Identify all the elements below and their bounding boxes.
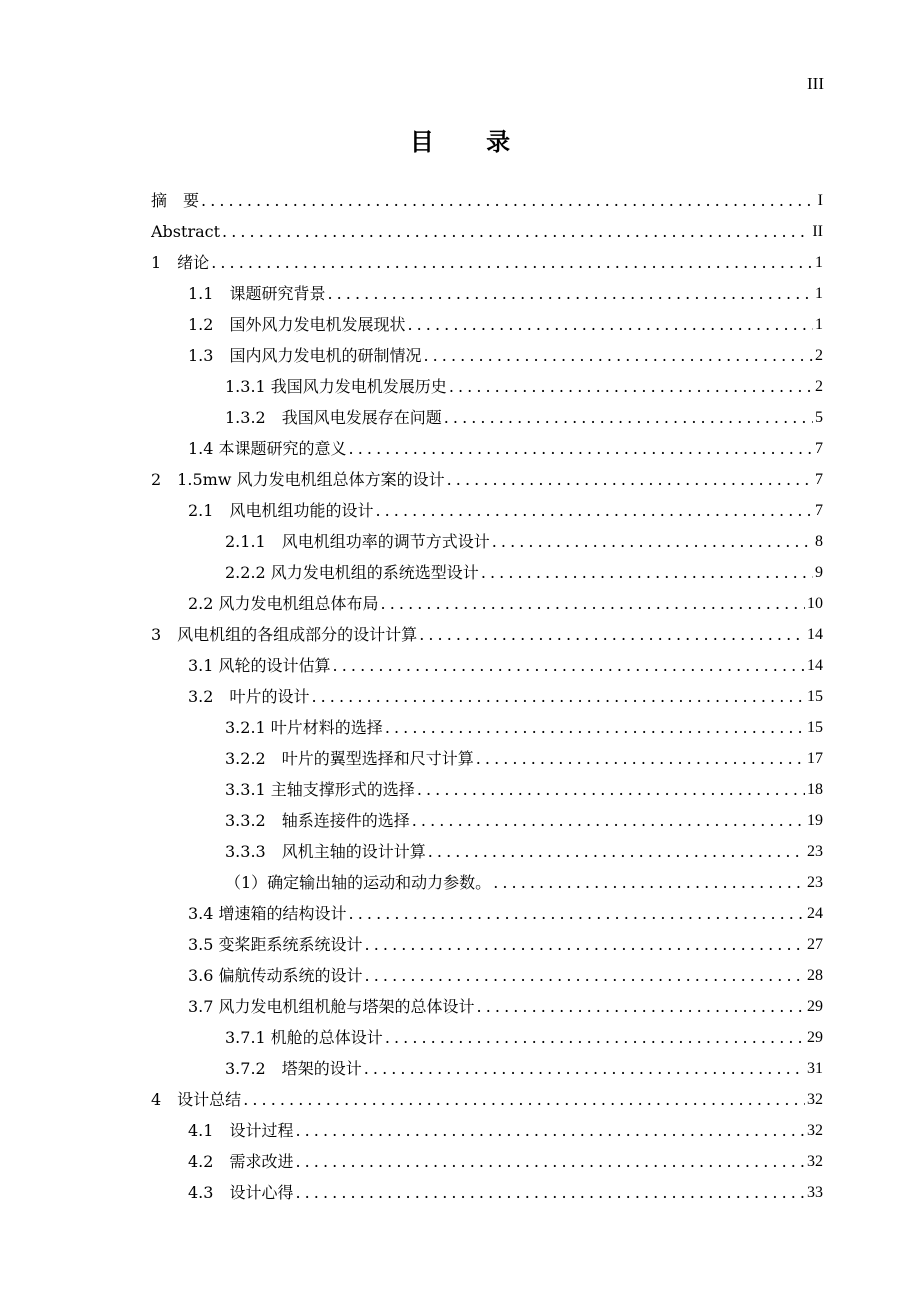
toc-entry[interactable] — [151, 955, 823, 986]
dot-leader — [447, 470, 813, 490]
toc-entry-label: 3.3.1 主轴支撑形式的选择 — [225, 780, 415, 799]
toc-entry-page: I — [817, 192, 823, 209]
toc-entry-label: 3.7 风力发电机组机舱与塔架的总体设计 — [188, 997, 475, 1016]
toc-entry[interactable] — [151, 397, 823, 428]
toc-entry[interactable] — [151, 583, 823, 614]
dot-leader — [365, 966, 805, 986]
dot-leader — [211, 253, 813, 273]
dot-leader — [243, 1090, 805, 1110]
toc-entry-label: 2.1.1 风电机组功率的调节方式设计 — [225, 532, 490, 551]
page-number: III — [807, 74, 824, 93]
dot-leader — [201, 191, 816, 211]
dot-leader — [412, 811, 805, 831]
toc-entry-page: 19 — [807, 812, 823, 829]
toc-entry-label: 3.6 偏航传动系统的设计 — [188, 966, 363, 985]
toc-entry-label: Abstract — [151, 222, 221, 241]
toc-entry-page: 1 — [815, 316, 823, 333]
toc-entry-label: 3.2.2 叶片的翼型选择和尺寸计算 — [225, 749, 474, 768]
dot-leader — [222, 222, 810, 242]
toc-entry[interactable] — [151, 707, 823, 738]
toc-entry[interactable] — [151, 1048, 823, 1079]
toc-entry-page: 2 — [815, 378, 823, 395]
dot-leader — [419, 625, 805, 645]
dot-leader — [327, 284, 813, 304]
toc-entry-page: 7 — [815, 440, 823, 457]
dot-leader — [493, 873, 805, 893]
toc-entry-page: 15 — [807, 688, 823, 705]
toc-entry[interactable] — [151, 862, 823, 893]
toc-entry-label: 2 1.5mw 风力发电机组总体方案的设计 — [151, 470, 445, 489]
toc-entry-page: 7 — [815, 471, 823, 488]
toc-entry-label: 1.4 本课题研究的意义 — [188, 439, 347, 458]
toc-entry-page: 23 — [807, 843, 823, 860]
toc-entry-page: 29 — [807, 1029, 823, 1046]
toc-entry-page: 28 — [807, 967, 823, 984]
toc-entry-page: II — [812, 223, 823, 240]
toc-entry-label: 3.4 增速箱的结构设计 — [188, 904, 347, 923]
toc-entry-label: 1.2 国外风力发电机发展现状 — [188, 315, 406, 334]
toc-entry-page: 1 — [815, 254, 823, 271]
toc-entry-page: 8 — [815, 533, 823, 550]
toc-entry-label: 3.5 变桨距系统系统设计 — [188, 935, 363, 954]
toc-entry-page: 2 — [815, 347, 823, 364]
toc-entry[interactable] — [151, 1172, 823, 1203]
toc-entry[interactable] — [151, 335, 823, 366]
toc-entry-label: 4.3 设计心得 — [188, 1183, 294, 1202]
toc-entry-page: 5 — [815, 409, 823, 426]
toc-entry-page: 23 — [807, 874, 823, 891]
dot-leader — [417, 780, 805, 800]
dot-leader — [381, 594, 805, 614]
toc-entry[interactable] — [151, 490, 823, 521]
dot-leader — [407, 315, 813, 335]
dot-leader — [295, 1121, 805, 1141]
toc-entry-page: 10 — [807, 595, 823, 612]
toc-entry-page: 32 — [807, 1091, 823, 1108]
toc-entry[interactable] — [151, 738, 823, 769]
page-title: 目 录 — [409, 127, 533, 156]
dot-leader — [449, 377, 813, 397]
toc-entry-page: 14 — [807, 626, 823, 643]
dot-leader — [295, 1183, 805, 1203]
toc-entry[interactable] — [151, 180, 823, 211]
toc-entry-label: 4.1 设计过程 — [188, 1121, 294, 1140]
toc-entry[interactable] — [151, 521, 823, 552]
toc-entry-page: 32 — [807, 1153, 823, 1170]
dot-leader — [295, 1152, 805, 1172]
toc-entry[interactable] — [151, 676, 823, 707]
toc-entry-label: 2.1 风电机组功能的设计 — [188, 501, 374, 520]
toc-entry[interactable] — [151, 831, 823, 862]
toc-entry-page: 9 — [815, 564, 823, 581]
toc-entry-label: 4 设计总结 — [151, 1090, 242, 1109]
toc-entry-page: 29 — [807, 998, 823, 1015]
toc-entry[interactable] — [151, 893, 823, 924]
toc-entry-label: 2.2 风力发电机组总体布局 — [188, 594, 379, 613]
dot-leader — [476, 749, 805, 769]
toc-entry[interactable] — [151, 304, 823, 335]
dot-leader — [311, 687, 805, 707]
dot-leader — [481, 563, 813, 583]
toc-entry[interactable] — [151, 428, 823, 459]
dot-leader — [492, 532, 813, 552]
toc-entry-label: 3.7.1 机舱的总体设计 — [225, 1028, 383, 1047]
toc-entry[interactable] — [151, 211, 823, 242]
toc-entry-label: 1 绪论 — [151, 253, 210, 272]
toc-entry-page: 7 — [815, 502, 823, 519]
toc-entry-page: 14 — [807, 657, 823, 674]
toc-entry-page: 17 — [807, 750, 823, 767]
toc-entry-label: 3.2.1 叶片材料的选择 — [225, 718, 383, 737]
toc-entry-label: （1）确定输出轴的运动和动力参数。 — [225, 873, 492, 892]
toc-entry[interactable] — [151, 366, 823, 397]
toc-entry-page: 24 — [807, 905, 823, 922]
toc-entry-page: 1 — [815, 285, 823, 302]
toc-entry[interactable] — [151, 242, 823, 273]
toc-entry-page: 18 — [807, 781, 823, 798]
dot-leader — [365, 935, 805, 955]
toc-entry[interactable] — [151, 924, 823, 955]
dot-leader — [385, 1028, 805, 1048]
toc-entry-label: 2.2.2 风力发电机组的系统选型设计 — [225, 563, 479, 582]
toc-entry[interactable] — [151, 645, 823, 676]
toc-entry[interactable] — [151, 1017, 823, 1048]
toc-entry-label: 3.2 叶片的设计 — [188, 687, 310, 706]
dot-leader — [333, 656, 805, 676]
dot-leader — [477, 997, 805, 1017]
toc-entry[interactable] — [151, 614, 823, 645]
toc-entry[interactable] — [151, 459, 823, 490]
toc-entry-label: 3.7.2 塔架的设计 — [225, 1059, 362, 1078]
toc-entry-label: 3.1 风轮的设计估算 — [188, 656, 331, 675]
toc-entry-label: 3 风电机组的各组成部分的设计计算 — [151, 625, 418, 644]
toc-entry-page: 31 — [807, 1060, 823, 1077]
toc-entry[interactable] — [151, 800, 823, 831]
dot-leader — [364, 1059, 805, 1079]
toc-entry-label: 1.3.1 我国风力发电机发展历史 — [225, 377, 447, 396]
toc-entry-page: 32 — [807, 1122, 823, 1139]
toc-entry[interactable] — [151, 552, 823, 583]
toc-entry-label: 1.3 国内风力发电机的研制情况 — [188, 346, 422, 365]
toc-entry[interactable] — [151, 1110, 823, 1141]
dot-leader — [349, 904, 805, 924]
toc-entry-label: 1.3.2 我国风电发展存在问题 — [225, 408, 442, 427]
toc-entry-label: 1.1 课题研究背景 — [188, 284, 326, 303]
dot-leader — [444, 408, 813, 428]
toc-entry-label: 3.3.2 轴系连接件的选择 — [225, 811, 410, 830]
toc-entry-page: 27 — [807, 936, 823, 953]
toc-entry-page: 15 — [807, 719, 823, 736]
toc-entry[interactable] — [151, 1141, 823, 1172]
toc-entry[interactable] — [151, 769, 823, 800]
dot-leader — [423, 346, 813, 366]
dot-leader — [385, 718, 805, 738]
toc-entry[interactable] — [151, 1079, 823, 1110]
toc-entry[interactable] — [151, 986, 823, 1017]
toc-entry-label: 3.3.3 风机主轴的设计计算 — [225, 842, 426, 861]
table-of-contents — [151, 180, 823, 1203]
dot-leader — [428, 842, 805, 862]
toc-entry-label: 4.2 需求改进 — [188, 1152, 294, 1171]
toc-entry-label: 摘 要 — [151, 191, 200, 210]
dot-leader — [349, 439, 813, 459]
toc-entry-page: 33 — [807, 1184, 823, 1201]
dot-leader — [375, 501, 813, 521]
toc-entry[interactable] — [151, 273, 823, 304]
